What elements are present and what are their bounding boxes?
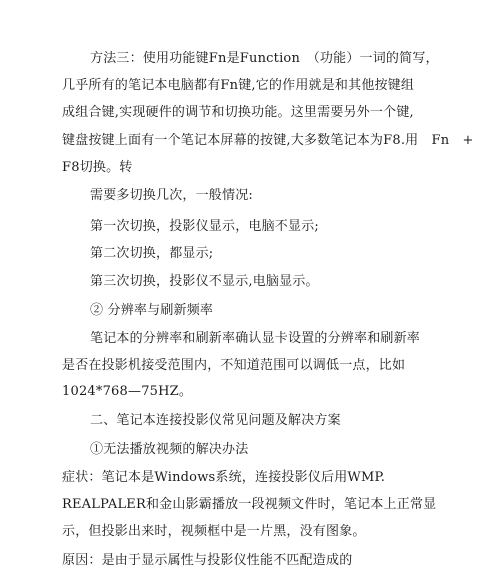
paragraph-line: 是否在投影机接受范围内，不知道范围可以调低一点，比如 [62,358,406,373]
paragraph-line: 键盘按键上面有一个笔记本屏幕的按键,大多数笔记本为F8.用 Fn + [62,133,474,148]
paragraph-line: F8切换。转 [62,160,133,175]
paragraph-line: 方法三：使用功能键Fn是Function （功能）一词的简写， [90,51,439,66]
paragraph-line: 几乎所有的笔记本电脑都有Fn键,它的作用就是和其他按键组 [62,78,415,93]
paragraph-line: 原因：是由于显示属性与投影仪性能不匹配造成的 [62,553,353,568]
list-item: 第三次切换，投影仪不显示,电脑显示。 [90,274,319,289]
list-item: 第二次切换，都显示; [90,246,214,261]
section-heading: ② 分辨率与刷新频率 [90,303,214,318]
subsection-heading: ①无法播放视频的解决办法 [90,442,249,457]
section-heading: 二、笔记本连接投影仪常见问题及解决方案 [90,413,341,428]
paragraph-line: 症状：笔记本是Windows系统，连接投影仪后用WMP. [62,470,386,485]
paragraph-line: 笔记本的分辨率和刷新率确认显卡设置的分辨率和刷新率 [90,331,421,346]
paragraph-line: 1024*768—75HZ。 [62,384,193,399]
list-item: 第一次切换，投影仪显示，电脑不显示; [90,219,319,234]
paragraph-line: 需要多切换几次，一般情况: [90,188,253,203]
paragraph-line: REALPALER和金山影霸播放一段视频文件时，笔记本上正常显 [62,497,437,512]
paragraph-line: 示，但投影出来时，视频框中是一片黑，没有图象。 [62,524,366,539]
paragraph-line: 成组合键,实现硬件的调节和切换功能。这里需要另外一个键, [62,105,414,120]
